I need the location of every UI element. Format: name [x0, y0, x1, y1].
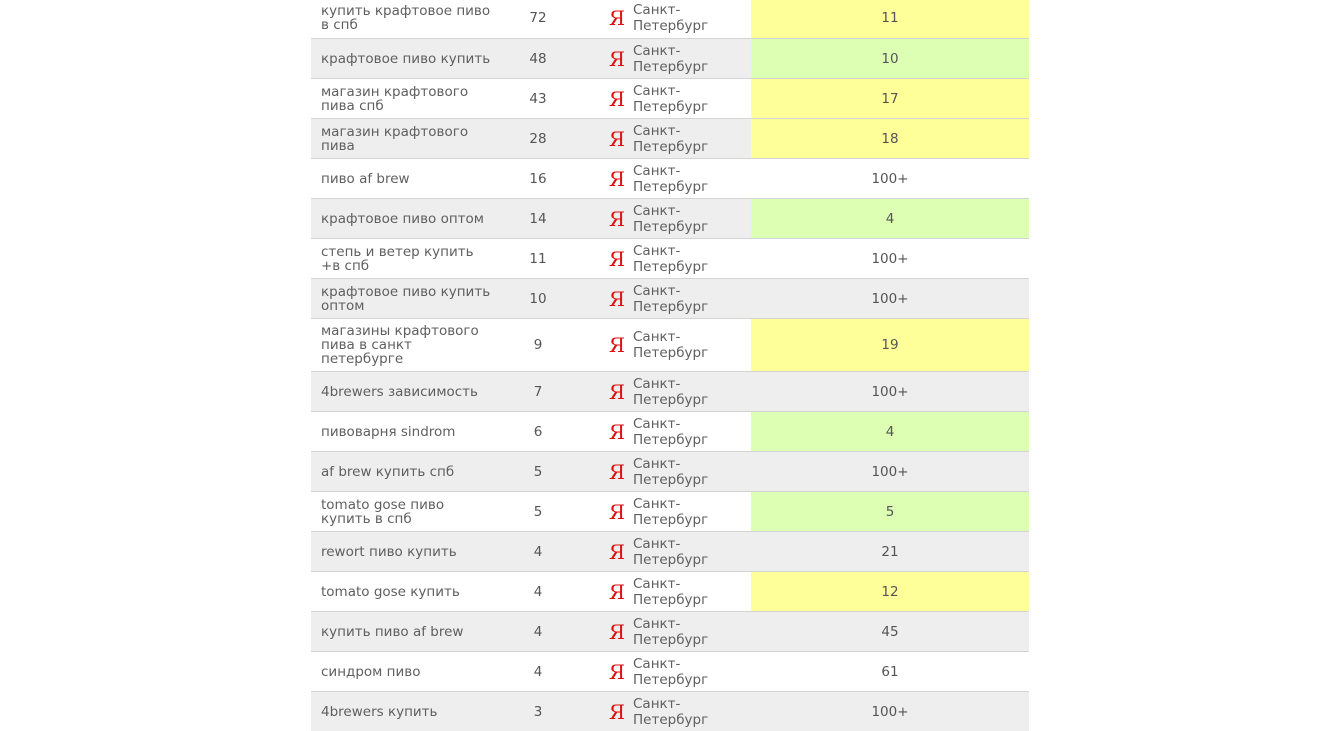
query-cell: пиво af brew	[321, 170, 410, 187]
table-row	[311, 651, 1029, 691]
frequency-cell: 14	[529, 210, 547, 227]
query-cell: tomato gose пиво купить в спб	[321, 496, 445, 527]
position-cell: 100+	[871, 250, 909, 267]
position-cell: 21	[881, 543, 899, 560]
table-row	[311, 531, 1029, 571]
position-cell: 100+	[871, 703, 909, 720]
frequency-cell: 4	[533, 663, 543, 680]
positions-table	[311, 0, 1029, 731]
yandex-icon: Я	[608, 206, 625, 231]
frequency-cell: 4	[533, 623, 543, 640]
table-row	[311, 238, 1029, 278]
query-cell: магазин крафтового пива	[321, 123, 469, 154]
frequency-cell: 72	[529, 10, 547, 26]
yandex-icon: Я	[608, 459, 625, 484]
query-cell: синдром пиво	[321, 663, 421, 680]
yandex-icon: Я	[608, 6, 625, 30]
yandex-icon: Я	[608, 699, 625, 724]
frequency-cell: 3	[533, 703, 543, 720]
position-cell: 19	[751, 319, 1029, 371]
query-cell: купить крафтовое пиво в спб	[321, 3, 491, 33]
query-cell: крафтовое пиво купить оптом	[321, 283, 491, 314]
region-cell: Санкт-Петербург	[633, 162, 709, 195]
table-row	[311, 0, 1029, 38]
position-cell: 4	[751, 412, 1029, 451]
position-cell: 5	[751, 492, 1029, 531]
region-cell: Санкт-Петербург	[633, 42, 709, 75]
position-cell: 45	[881, 623, 899, 640]
yandex-icon: Я	[608, 86, 625, 111]
table-row	[311, 611, 1029, 651]
frequency-cell: 16	[529, 170, 547, 187]
query-cell: купить пиво af brew	[321, 623, 464, 640]
query-cell: af brew купить спб	[321, 463, 455, 480]
position-cell: 12	[751, 572, 1029, 611]
yandex-icon: Я	[608, 499, 625, 524]
region-cell: Санкт-Петербург	[633, 242, 709, 275]
position-cell: 11	[751, 0, 1029, 38]
region-cell: Санкт-Петербург	[633, 375, 709, 408]
region-cell: Санкт-Петербург	[633, 329, 709, 361]
query-cell: пивоварня sindrom	[321, 423, 456, 440]
query-cell: крафтовое пиво оптом	[321, 210, 484, 227]
table-row	[311, 411, 1029, 451]
table-row	[311, 491, 1029, 531]
query-cell: 4brewers зависимость	[321, 383, 479, 400]
yandex-icon: Я	[608, 659, 625, 684]
region-cell: Санкт-Петербург	[633, 575, 709, 608]
position-cell: 4	[751, 199, 1029, 238]
yandex-icon: Я	[608, 126, 625, 151]
region-cell: Санкт-Петербург	[633, 615, 709, 648]
table-row	[311, 38, 1029, 78]
query-cell: крафтовое пиво купить	[321, 50, 491, 67]
table-row	[311, 198, 1029, 238]
position-cell: 100+	[871, 170, 909, 187]
frequency-cell: 4	[533, 543, 543, 560]
region-cell: Санкт-Петербург	[633, 415, 709, 448]
table-row	[311, 318, 1029, 371]
frequency-cell: 11	[529, 250, 547, 267]
region-cell: Санкт-Петербург	[633, 282, 709, 315]
yandex-icon: Я	[608, 619, 625, 644]
position-cell: 18	[751, 119, 1029, 158]
table-row	[311, 571, 1029, 611]
query-cell: степь и ветер купить +в спб	[321, 243, 474, 274]
yandex-icon: Я	[608, 246, 625, 271]
frequency-cell: 7	[533, 383, 543, 400]
frequency-cell: 43	[529, 90, 547, 107]
region-cell: Санкт-Петербург	[633, 202, 709, 235]
table-row	[311, 691, 1029, 731]
table-row	[311, 451, 1029, 491]
region-cell: Санкт-Петербург	[633, 495, 709, 528]
frequency-cell: 5	[533, 463, 543, 480]
region-cell: Санкт-Петербург	[633, 695, 709, 728]
yandex-icon: Я	[608, 379, 625, 404]
region-cell: Санкт-Петербург	[633, 535, 709, 568]
yandex-icon: Я	[608, 166, 625, 191]
frequency-cell: 4	[533, 583, 543, 600]
region-cell: Санкт-Петербург	[633, 2, 709, 34]
position-cell: 100+	[871, 463, 909, 480]
frequency-cell: 10	[529, 290, 547, 307]
table-row	[311, 78, 1029, 118]
position-cell: 100+	[871, 290, 909, 307]
position-cell: 10	[751, 39, 1029, 78]
yandex-icon: Я	[608, 333, 625, 357]
query-cell: rewort пиво купить	[321, 543, 457, 560]
position-cell: 17	[751, 79, 1029, 118]
query-cell: tomato gose купить	[321, 583, 460, 600]
query-cell: магазины крафтового пива в санкт петербурге	[321, 323, 479, 367]
region-cell: Санкт-Петербург	[633, 82, 709, 115]
yandex-icon: Я	[608, 46, 625, 71]
table-row	[311, 371, 1029, 411]
region-cell: Санкт-Петербург	[633, 455, 709, 488]
frequency-cell: 5	[533, 503, 543, 520]
position-cell: 61	[881, 663, 899, 680]
query-cell: 4brewers купить	[321, 703, 438, 720]
region-cell: Санкт-Петербург	[633, 122, 709, 155]
region-cell: Санкт-Петербург	[633, 655, 709, 688]
table-row	[311, 158, 1029, 198]
frequency-cell: 6	[533, 423, 543, 440]
yandex-icon: Я	[608, 419, 625, 444]
yandex-icon: Я	[608, 539, 625, 564]
query-cell: магазин крафтового пива спб	[321, 83, 469, 114]
frequency-cell: 9	[533, 337, 543, 353]
position-cell: 100+	[871, 383, 909, 400]
yandex-icon: Я	[608, 579, 625, 604]
yandex-icon: Я	[608, 286, 625, 311]
table-row	[311, 278, 1029, 318]
table-row	[311, 118, 1029, 158]
frequency-cell: 28	[529, 130, 547, 147]
frequency-cell: 48	[529, 50, 547, 67]
